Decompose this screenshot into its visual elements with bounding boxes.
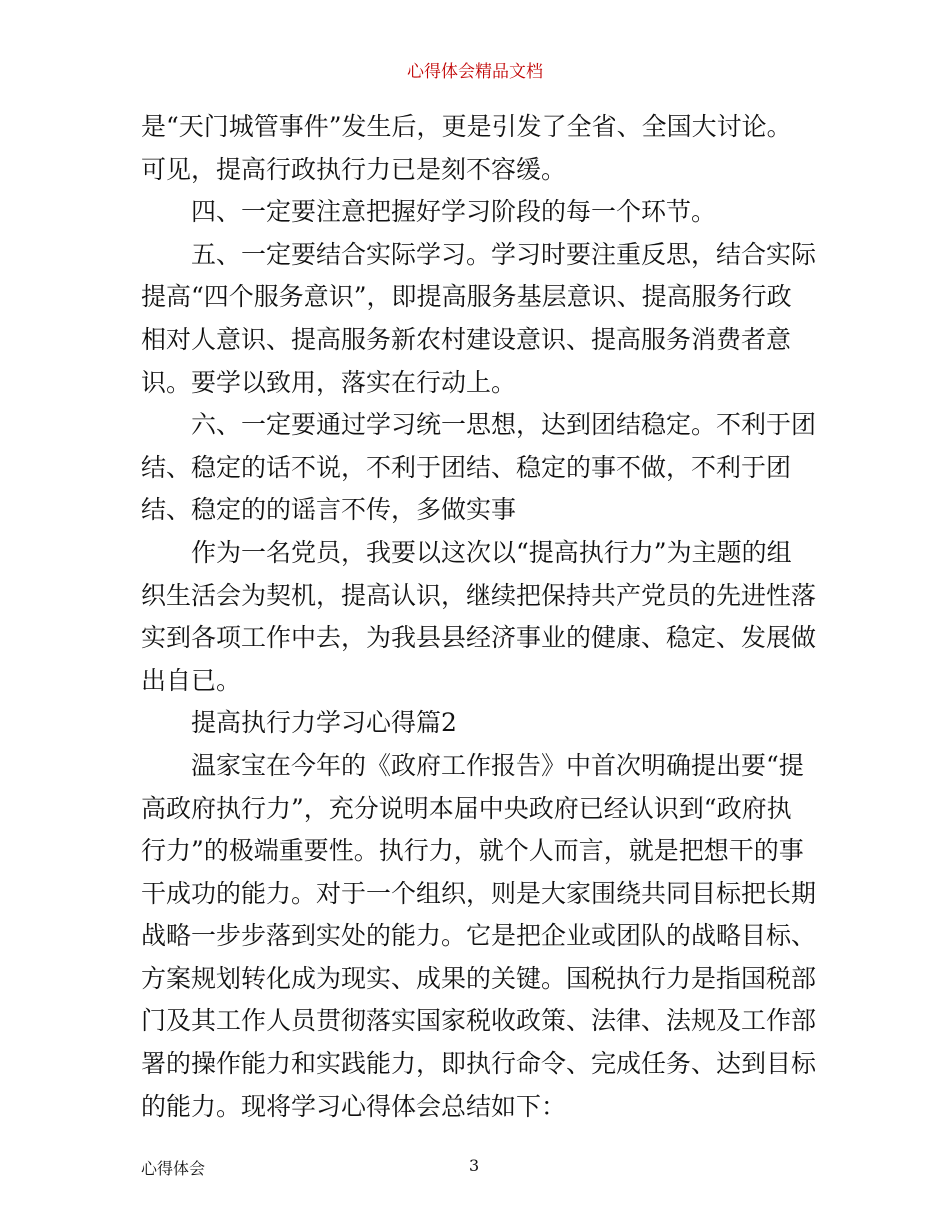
text-line: 实到各项工作中去，为我县县经济事业的健康、稳定、发展做 — [141, 623, 817, 653]
text-line: 作为一名党员，我要以这次以“提高执行力”为主题的组 — [191, 537, 792, 567]
text-line: 五、一定要结合实际学习。学习时要注重反思，结合实际 — [191, 239, 817, 269]
text-line: 出自已。 — [141, 665, 242, 695]
page-header-title: 心得体会精品文档 — [407, 62, 543, 82]
text-line: 结、稳定的话不说，不利于团结、稳定的事不做，不利于团 — [141, 452, 792, 482]
text-line: 提高“四个服务意识”，即提高服务基层意识、提高服务行政 — [141, 282, 792, 312]
text-line: 门及其工作人员贯彻落实国家税收政策、法律、法规及工作部 — [141, 1006, 817, 1036]
text-line: 方案规划转化成为现实、成果的关键。国税执行力是指国税部 — [141, 963, 817, 993]
text-line: 相对人意识、提高服务新农村建设意识、提高服务消费者意 — [141, 324, 792, 354]
text-line: 六、一定要通过学习统一思想，达到团结稳定。不利于团 — [191, 410, 817, 440]
text-line: 可见，提高行政执行力已是刻不容缓。 — [141, 154, 567, 184]
text-line: 织生活会为契机，提高认识，继续把保持共产党员的先进性落 — [141, 580, 817, 610]
text-line: 战略一步步落到实处的能力。它是把企业或团队的战略目标、 — [141, 921, 817, 951]
text-line: 的能力。现将学习心得体会总结如下： — [141, 1091, 567, 1121]
text-line: 四、一定要注意把握好学习阶段的每一个环节。 — [191, 197, 717, 227]
footer-label: 心得体会 — [141, 1159, 206, 1178]
text-line: 干成功的能力。对于一个组织，则是大家围绕共同目标把长期 — [141, 878, 817, 908]
text-line: 署的操作能力和实践能力，即执行命令、完成任务、达到目标 — [141, 1049, 817, 1079]
document-body — [141, 106, 817, 1128]
text-line: 识。要学以致用，落实在行动上。 — [141, 367, 517, 397]
section-heading: 提高执行力学习心得篇2 — [191, 708, 457, 738]
text-line: 高政府执行力”，充分说明本届中央政府已经认识到“政府执 — [141, 793, 792, 823]
text-line: 是“天门城管事件”发生后，更是引发了全省、全国大讨论。 — [141, 112, 792, 141]
text-line: 行力”的极端重要性。执行力，就个人而言，就是把想干的事 — [141, 836, 804, 866]
page-number: 3 — [469, 1156, 480, 1175]
text-line: 温家宝在今年的《政府工作报告》中首次明确提出要“提 — [191, 750, 804, 780]
text-line: 结、稳定的的谣言不传，多做实事 — [141, 495, 517, 525]
